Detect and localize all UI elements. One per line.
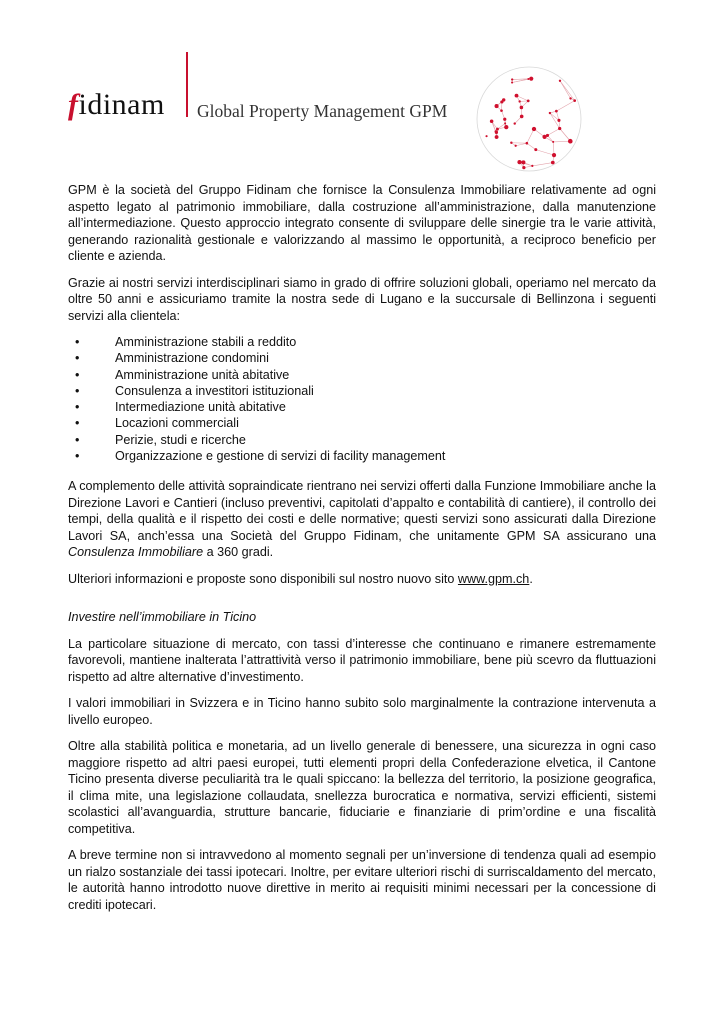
- globe-node: [573, 99, 576, 102]
- values-paragraph: I valori immobiliari in Svizzera e in Ticino hanno subito solo marginalmente la contrazione intervenuta a livello europeo.: [68, 696, 656, 727]
- company-tagline: Global Property Management GPM: [197, 101, 448, 121]
- globe-node: [515, 145, 517, 147]
- globe-node: [557, 119, 560, 122]
- logo-f: f: [68, 88, 79, 121]
- bullet-icon: •: [75, 449, 80, 464]
- bullet-icon: •: [75, 400, 80, 415]
- globe-node: [495, 135, 499, 139]
- document-body: [68, 182, 656, 923]
- service-item: • Locazioni commerciali: [75, 416, 239, 431]
- globe-node: [526, 142, 529, 145]
- globe-link: [556, 101, 574, 111]
- globe-node: [529, 77, 533, 81]
- service-item: • Amministrazione condomini: [75, 351, 269, 366]
- service-item: • Amministrazione unità abitative: [75, 367, 290, 382]
- outlook-paragraph: A breve termine non si intravvedono al momento segnali per un’inversione di tendenza quali ad esempio un rialzo sostanziale dei tassi ipotecari. Inoltre, per evitare ulteriori rischi di surriscaldamento del mercato, le autorità hanno introdotto nuove direttive in merito ai requisiti minimi necessari per la concessione di crediti ipotecari.: [68, 848, 656, 912]
- globe-node: [511, 81, 513, 83]
- globe-node: [570, 141, 572, 143]
- globe-link: [536, 150, 554, 156]
- globe-node: [511, 78, 513, 80]
- globe-node: [542, 135, 546, 139]
- globe-link: [547, 128, 559, 135]
- globe-node: [485, 135, 487, 137]
- globe-node: [559, 80, 561, 82]
- bullet-icon: •: [75, 351, 80, 366]
- service-item: • Perizie, studi e ricerche: [75, 432, 246, 447]
- globe-node: [555, 110, 558, 113]
- document-header: [0, 0, 725, 175]
- globe-node: [517, 160, 521, 164]
- globe-node: [532, 127, 536, 131]
- complement-paragraph: A complemento delle attività sopraindicate rientrano nei servizi offerti dalla Funzione Immobiliare anche la Direzione Lavori e Cantieri (incluso preventivi, capitolati d’appalto e contabilità di cantiere), il controllo dei tempi, della qualità e il rispetto dei costi e delle normative; questi servizi sono assicurati dalla Direzione Lavori SA, anch’essa una Società del Gruppo Fidinam, che unitamente GPM SA assicurano una Consulenza Immobiliare a 360 gradi.: [68, 479, 656, 560]
- globe-link: [527, 129, 534, 143]
- logo-divider: [186, 52, 188, 117]
- globe-node: [495, 131, 498, 134]
- globe-node: [495, 104, 499, 108]
- globe-node: [496, 128, 499, 131]
- globe-node: [549, 112, 551, 114]
- globe-node: [531, 165, 533, 167]
- globe-node: [515, 94, 519, 98]
- globe-node: [551, 161, 555, 165]
- globe-node: [518, 100, 520, 102]
- globe-node: [504, 122, 506, 124]
- market-paragraph: La particolare situazione di mercato, con tassi d’interesse che continuano e rimanere estremamente favorevoli, mantiene inalterata l’attrattività verso il patrimonio immobiliare, bene più scevro da fluttuazioni rispetto ad altre alternative d’investimento.: [68, 636, 656, 684]
- service-item: • Amministrazione stabili a reddito: [75, 335, 297, 349]
- bullet-icon: •: [75, 367, 80, 382]
- bullet-icon: •: [75, 416, 80, 431]
- globe-node: [510, 142, 512, 144]
- globe-node: [504, 125, 508, 129]
- globe-node: [521, 160, 525, 164]
- ticino-paragraph: Oltre alla stabilità politica e monetaria, ad un livello generale di benessere, una sicurezza in ogni caso maggiore rispetto ad altri paesi europei, tutti elementi propri della Confederazione elvetica, il Cantone Ticino presenta diverse peculiarità tra le quali spiccano: la bellezza del territorio, la posizione geografica, il clima mite, una legislazione collaudata, snellezza burocratica e normativa, servizi efficienti, sistemi scolastici all’avanguardia, strutture bancarie, fiduciarie e finanziarie di prim’ordine e una fiscalità competitiva.: [68, 739, 656, 836]
- globe-node: [552, 141, 554, 143]
- globe-link: [532, 163, 552, 166]
- globe-node: [520, 115, 524, 119]
- globe-node: [527, 99, 530, 102]
- globe-node: [522, 166, 525, 169]
- globe-node: [569, 97, 571, 99]
- globe-node: [534, 148, 537, 151]
- bullet-icon: •: [75, 432, 80, 447]
- globe-node: [558, 127, 561, 130]
- services-list: [68, 334, 656, 464]
- service-item: • Organizzazione e gestione di servizi di facility management: [75, 449, 446, 464]
- globe-link: [517, 96, 529, 101]
- globe-link: [553, 141, 570, 142]
- globe-node: [490, 119, 494, 123]
- globe-link: [516, 143, 527, 146]
- globe-link: [560, 81, 571, 99]
- service-item: • Intermediazione unità abitative: [75, 400, 286, 415]
- globe-node: [520, 106, 524, 110]
- globe-network-icon: [474, 64, 584, 174]
- globe-node: [500, 109, 503, 112]
- globe-node: [552, 153, 556, 157]
- globe-node: [527, 78, 529, 80]
- info-paragraph: Ulteriori informazioni e proposte sono disponibili sul nostro nuovo sito www.gpm.ch.: [68, 571, 533, 586]
- bullet-icon: •: [75, 335, 80, 349]
- globe-node: [502, 98, 505, 101]
- logo-rest: idinam: [78, 88, 165, 121]
- section-title: Investire nell’immobiliare in Ticino: [68, 610, 257, 625]
- globe-link: [550, 113, 559, 120]
- bullet-icon: •: [75, 383, 80, 398]
- fidinam-logo: [68, 88, 165, 122]
- globe-node: [514, 122, 516, 124]
- globe-link: [527, 143, 536, 149]
- services-intro-paragraph: Grazie ai nostri servizi interdisciplinari siamo in grado di offrire soluzioni globali, operiamo nel mercato da oltre 50 anni e assicuriamo tramite la nostra sede di Lugano e la succursale di Bellinzona i seguenti servizi alla clientela:: [68, 275, 656, 323]
- website-link[interactable]: www.gpm.ch: [457, 571, 530, 586]
- intro-paragraph: GPM è la società del Gruppo Fidinam che fornisce la Consulenza Immobiliare relativamente ad ogni aspetto legato al patrimonio immobiliare, dalla costruzione all’amministrazione, dalla manutenzione all’intermediazione. Questo approccio integrato consente di sviluppare delle sinergie tra le varie attività, generando razionalità gestionale e valorizzando al massimo le opportunità, a reciproco beneficio per cliente e azienda.: [68, 183, 656, 263]
- globe-node: [503, 118, 506, 121]
- service-item: • Consulenza a investitori istituzionali: [75, 383, 314, 398]
